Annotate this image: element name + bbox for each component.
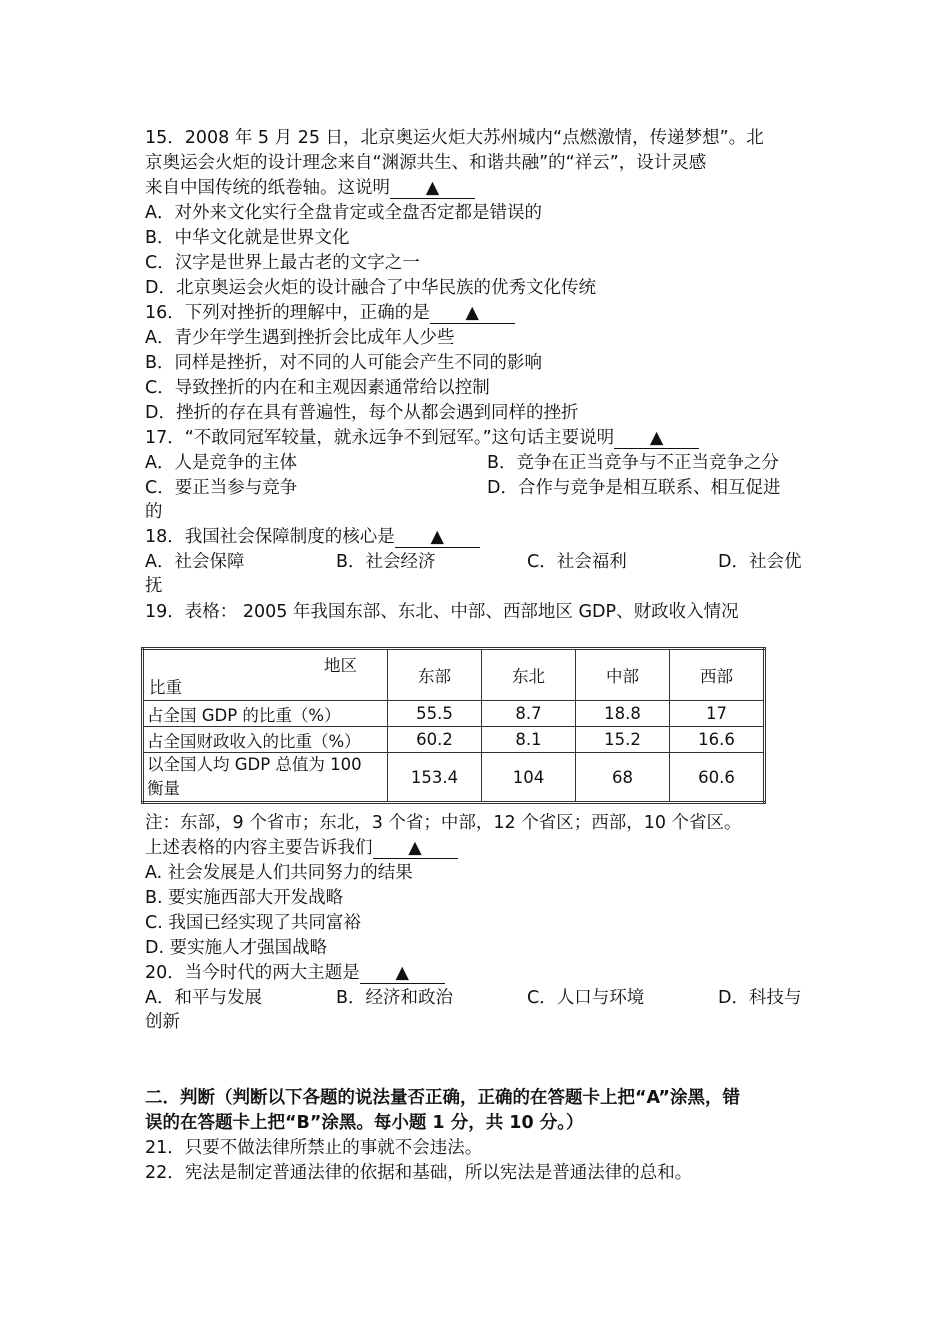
q18-option-c: C．社会福利 <box>527 552 627 572</box>
table-cell: 68 <box>576 753 670 803</box>
table-cell: 8.1 <box>482 727 576 753</box>
q17-option-b: B．竞争在正当竞争与不正当竞争之分 <box>487 453 780 473</box>
table-cell: 17 <box>670 701 765 727</box>
column-header: 东北 <box>482 649 576 701</box>
q18-option-d-cont: 抚 <box>145 576 163 596</box>
row-label-line2: 衡量 <box>147 779 180 798</box>
answer-blank <box>430 303 515 324</box>
q20-option-d-cont: 创新 <box>145 1012 180 1032</box>
q15-stem-line2: 京奥运会火炬的设计理念来自“渊源共生、和谐共融”的“祥云”，设计灵感 <box>145 153 707 173</box>
q15-option-d: D．北京奥运会火炬的设计融合了中华民族的优秀文化传统 <box>145 278 596 298</box>
q17-stem-text: 17．“不敢同冠军较量，就永远争不到冠军。”这句话主要说明 <box>145 428 615 448</box>
table-cell: 18.8 <box>576 701 670 727</box>
q20-stem <box>145 961 445 985</box>
triangle-icon: ▲ <box>395 963 410 983</box>
q19-option-d: D. 要实施人才强国战略 <box>145 938 328 958</box>
header-region-label: 地区 <box>324 656 357 675</box>
table-cell: 15.2 <box>576 727 670 753</box>
row-label <box>143 753 388 803</box>
table-row <box>143 701 765 727</box>
q19-option-c: C. 我国已经实现了共同富裕 <box>145 913 361 933</box>
table-corner-cell <box>143 649 388 701</box>
q15-option-c: C．汉字是世界上最古老的文字之一 <box>145 253 420 273</box>
table-row <box>143 753 765 803</box>
row-label-line1: 以全国人均 GDP 总值为 100 <box>147 755 362 774</box>
q16-option-b: B．同样是挫折，对不同的人可能会产生不同的影响 <box>145 353 543 373</box>
q19-question-text: 上述表格的内容主要告诉我们 <box>145 838 373 858</box>
answer-blank <box>390 178 475 199</box>
column-header: 东部 <box>388 649 482 701</box>
section2-heading-line1: 二．判断（判断以下各题的说法量否正确，正确的在答题卡上把“A”涂黑，错 <box>145 1088 740 1108</box>
q20-stem-text: 20．当今时代的两大主题是 <box>145 963 360 983</box>
answer-blank <box>614 428 699 449</box>
section2-heading-line2: 误的在答题卡上把“B”涂黑。每小题 1 分，共 10 分。） <box>145 1113 584 1133</box>
q16-option-d: D．挫折的存在具有普遍性，每个从都会遇到同样的挫折 <box>145 403 579 423</box>
table-header-row <box>143 649 765 701</box>
q16-stem <box>145 301 515 325</box>
row-label: 占全国 GDP 的比重（%） <box>143 701 388 727</box>
q15-option-b: B．中华文化就是世界文化 <box>145 228 350 248</box>
q20-option-c: C．人口与环境 <box>527 988 645 1008</box>
q17-option-d-cont: 的 <box>145 502 163 522</box>
header-share-label: 比重 <box>149 678 182 697</box>
q15-stem-text: 来自中国传统的纸卷轴。这说明 <box>145 178 390 198</box>
q20-option-d: D．科技与 <box>718 988 802 1008</box>
q18-option-b: B．社会经济 <box>336 552 436 572</box>
row-label: 占全国财政收入的比重（%） <box>143 727 388 753</box>
table-cell: 153.4 <box>388 753 482 803</box>
table-cell: 8.7 <box>482 701 576 727</box>
q17-option-c: C．要正当参与竞争 <box>145 478 298 498</box>
column-header: 西部 <box>670 649 765 701</box>
q22-statement: 22．宪法是制定普通法律的依据和基础，所以宪法是普通法律的总和。 <box>145 1163 693 1183</box>
q18-stem <box>145 525 480 549</box>
q19-option-a: A. 社会发展是人们共同努力的结果 <box>145 863 413 883</box>
q17-option-d: D．合作与竞争是相互联系、相互促进 <box>487 478 781 498</box>
triangle-icon: ▲ <box>430 527 445 547</box>
q17-option-a: A．人是竞争的主体 <box>145 453 297 473</box>
answer-blank <box>360 963 445 984</box>
q15-stem-line1: 15．2008 年 5 月 25 日，北京奥运火炬大苏州城内“点燃激情，传递梦想”。北 <box>145 128 764 148</box>
q18-option-a: A．社会保障 <box>145 552 245 572</box>
answer-blank <box>373 838 458 859</box>
q20-option-a: A．和平与发展 <box>145 988 262 1008</box>
answer-blank <box>395 527 480 548</box>
q15-option-a: A．对外来文化实行全盘肯定或全盘否定都是错误的 <box>145 203 542 223</box>
gdp-table <box>141 647 766 804</box>
table-cell: 104 <box>482 753 576 803</box>
column-header: 中部 <box>576 649 670 701</box>
q21-statement: 21．只要不做法律所禁止的事就不会违法。 <box>145 1138 483 1158</box>
q19-question <box>145 836 458 860</box>
q19-option-b: B. 要实施西部大开发战略 <box>145 888 344 908</box>
triangle-icon: ▲ <box>465 303 480 323</box>
table-cell: 16.6 <box>670 727 765 753</box>
table-cell: 60.2 <box>388 727 482 753</box>
table-cell: 55.5 <box>388 701 482 727</box>
q16-stem-text: 16．下列对挫折的理解中，正确的是 <box>145 303 430 323</box>
q18-option-d: D．社会优 <box>718 552 802 572</box>
q16-option-c: C．导致挫折的内在和主观因素通常给以控制 <box>145 378 490 398</box>
table-row <box>143 727 765 753</box>
table-cell: 60.6 <box>670 753 765 803</box>
q17-stem <box>145 426 699 450</box>
triangle-icon: ▲ <box>408 838 422 858</box>
q16-option-a: A．青少年学生遇到挫折会比成年人少些 <box>145 328 455 348</box>
q15-stem-line3 <box>145 176 475 200</box>
q19-note: 注：东部，9 个省市；东北，3 个省；中部，12 个省区；西部，10 个省区。 <box>145 813 742 833</box>
q18-stem-text: 18．我国社会保障制度的核心是 <box>145 527 395 547</box>
triangle-icon: ▲ <box>649 428 664 448</box>
triangle-icon: ▲ <box>425 178 440 198</box>
q20-option-b: B．经济和政治 <box>336 988 454 1008</box>
q19-stem: 19．表格： 2005 年我国东部、东北、中部、西部地区 GDP、财政收入情况 <box>145 602 739 622</box>
